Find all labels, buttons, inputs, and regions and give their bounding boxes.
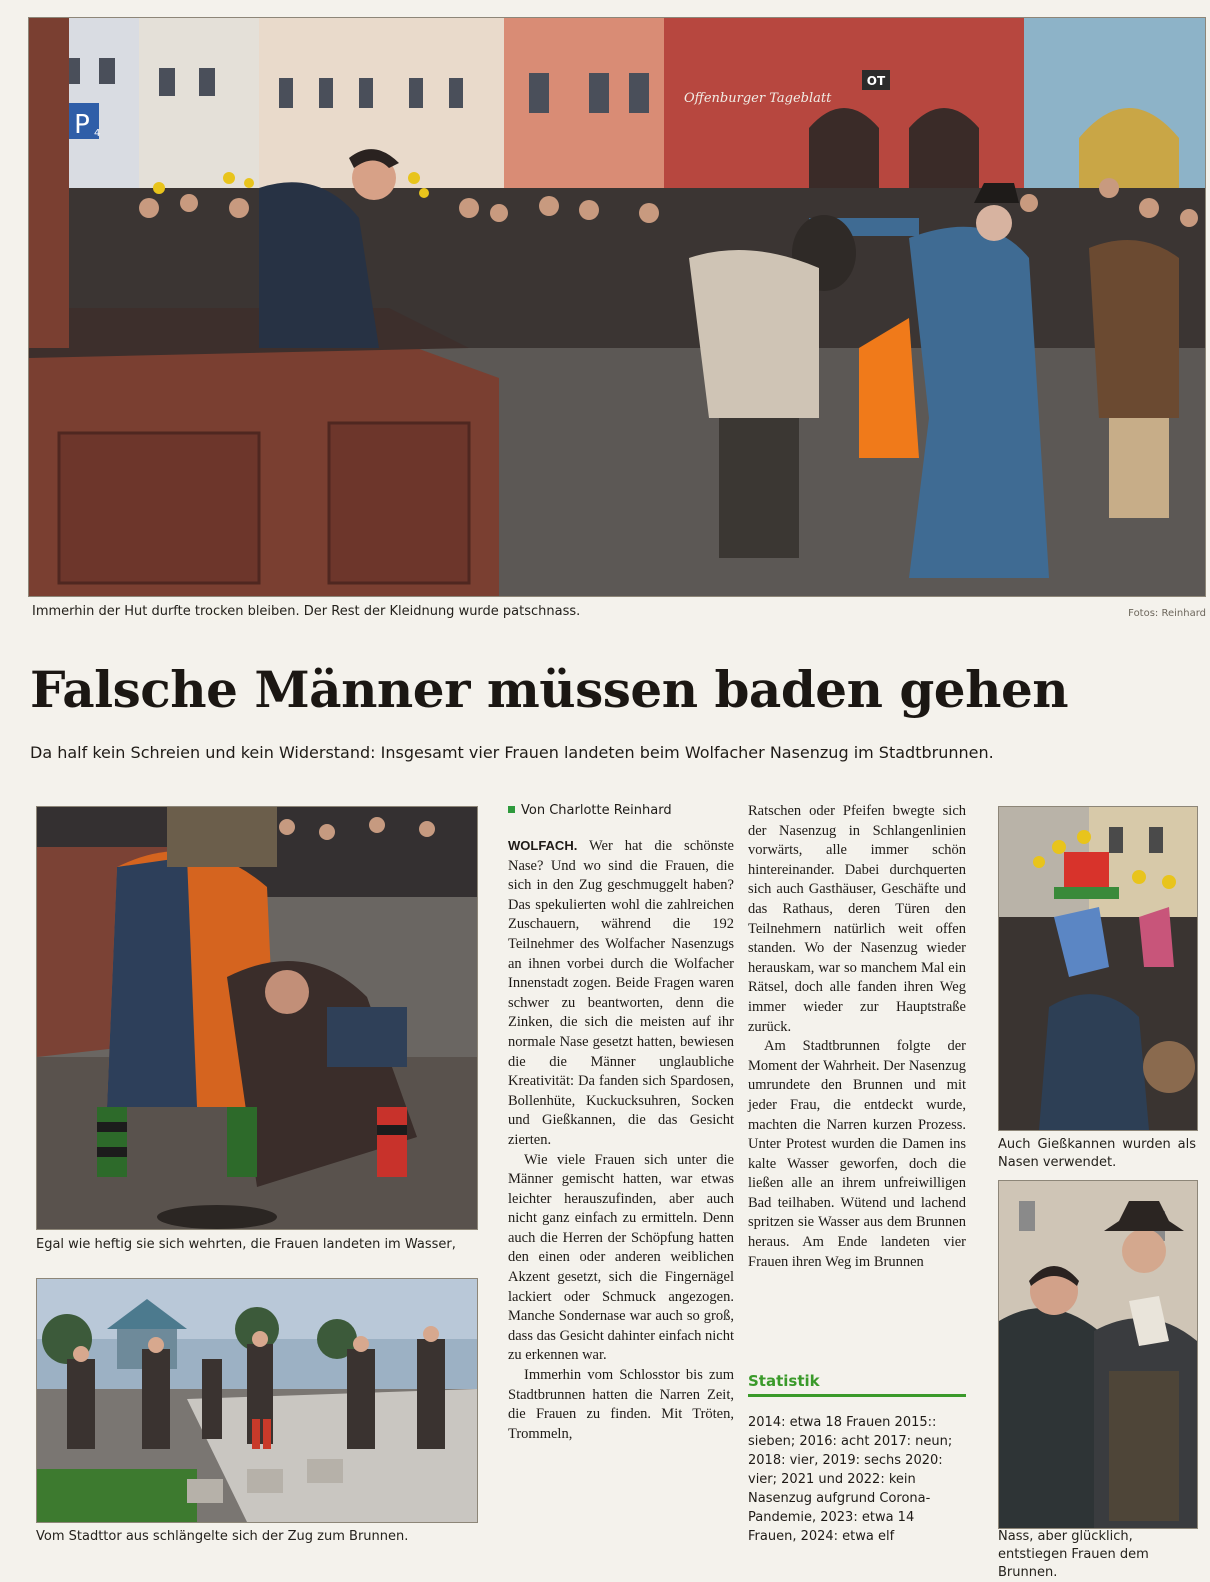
byline-marker: [508, 806, 515, 813]
main-photo-caption: Immerhin der Hut durfte trocken bleiben. Der Rest der Kleidnung wurde patschnass.: [32, 604, 581, 619]
main-photo-scene: [29, 18, 1205, 596]
man-blue-coat: [909, 227, 1049, 578]
right-top-scene: [999, 807, 1197, 1130]
col2-paragraph-1: Ratschen oder Pfeifen bwegte sich der Nasenzug in Schlangenlinien vorwärts, alle immer schön hintereinander. Dabei durchquerten sich auch Gasthäuser, Geschäfte und das Rathaus, deren Türen den Teilnehmern natürlich weit offen standen. Wo der Nasenzug wieder herauskam, war so manchem Mal ein Rätsel, doch alle fanden ihren Weg immer wieder zur Hauptstraße zurück.: [748, 803, 966, 1035]
left-top-caption: Egal wie heftig sie sich wehrten, die Frauen landeten im Wasser,: [36, 1237, 456, 1252]
col1-paragraph-2: Wie viele Frauen sich unter die Männer gemischt hatten, war etwas leichter herauszufinden, aber auch nicht ganz einfach zu ermitteln. Denn auch die Herren der Schöpfung hatten den einen oder anderen weiblichen Akzent gesetzt, sich die Fingernägel lackiert oder Schmuck angezogen. Manche Sondernase war auch so groß, dass das Gesicht dahinter einfach nicht zu erkennen war.: [508, 1151, 734, 1364]
statistik-heading: Statistik: [748, 1372, 966, 1397]
article-column-1: [508, 836, 734, 1444]
dateline: WOLFACH.: [508, 838, 578, 853]
right-bottom-photo: [998, 1180, 1198, 1529]
col1-p1-text: Wer hat die schönste Nase? Und wo sind die Frauen, die sich in den Zug geschmuggelt haben? Das spekulierten wohl die zahlreichen Zuschauern, während die 192 Teilnehmer des Wolfacher Nasenzugs an ihnen vorbei durch die Wolfacher Innenstadt zogen. Beide Fragen waren schwer zu beantworten, denn die Zinken, die sich die meisten auf ihr normale Nase gesetzt hatten, bewiesen die die Männer unglaubliche Kreativität: Da fanden sich Spardosen, Bollenhüte, Kuckucksuhren, Socken und Gießkannen, die das Gesicht zierten.: [508, 838, 734, 1148]
byline: [508, 802, 734, 820]
main-photo: [28, 17, 1206, 597]
right-bottom-caption: Nass, aber glücklich, entstiegen Frauen dem Brunnen.: [998, 1529, 1149, 1580]
byline-text: Von Charlotte Reinhard: [521, 803, 672, 818]
left-bottom-photo: [36, 1278, 478, 1523]
ot-sign: OT: [866, 74, 886, 88]
parking-sign-sub: 4: [94, 128, 101, 139]
col1-paragraph-1: [508, 836, 734, 1151]
right-bottom-scene: [999, 1181, 1197, 1528]
red-hat: [1064, 852, 1109, 887]
photo-credit: Fotos: Reinhard: [1128, 608, 1206, 619]
parking-sign-label: P: [74, 110, 90, 140]
col2-paragraph-2: Am Stadtbrunnen folgte der Moment der Wahrheit. Der Nasenzug umrundete den Brunnen und mit jeder Frau, die entdeckt wurde, machten die Narren kurzen Prozess. Unter Protest wurden die Damen ins kalte Wasser geworfen, doch die ließen alle an ihrem unfreiwilligen Bad teilhaben. Wütend und lachend spritzen sie Wasser aus dem Brunnen heraus. Am Ende landeten vier Frauen ihren Weg im Brunnen: [748, 1038, 966, 1270]
left-bottom-caption: Vom Stadttor aus schlängelte sich der Zug zum Brunnen.: [36, 1529, 409, 1544]
newspaper-sign: Offenburger Tageblatt: [684, 91, 832, 106]
fountain-column: [29, 18, 69, 348]
article-column-2: [748, 802, 966, 1272]
man-white-jacket: [689, 250, 819, 418]
statistik-text: 2014: etwa 18 Frauen 2015:: sieben; 2016: acht 2017: neun; 2018: vier, 2019: sechs 2020: vier; 2021 und 2022: kein Nasenzug aufgrund Corona-Pandemie, 2023: etwa 14 Frauen, 2024: etwa elf: [748, 1415, 953, 1544]
right-top-caption: Auch Gießkannen wurden als Nasen verwendet.: [998, 1137, 1196, 1170]
woman-left: [999, 1308, 1099, 1528]
right-top-photo: [998, 806, 1198, 1131]
left-top-photo: [36, 806, 478, 1230]
col1-paragraph-3: Immerhin vom Schlosstor bis zum Stadtbrunnen hatten die Narren Zeit, die Frauen zu finden. Mit Tröten, Trommeln,: [508, 1367, 734, 1442]
left-top-scene: [37, 807, 477, 1229]
headline: Falsche Männer müssen baden gehen: [30, 660, 1069, 719]
subline: Da half kein Schreien und kein Widerstand: Insgesamt vier Frauen landeten beim Wolfacher Nasenzug im Stadtbrunnen.: [30, 743, 994, 762]
left-bottom-scene: [37, 1279, 477, 1522]
